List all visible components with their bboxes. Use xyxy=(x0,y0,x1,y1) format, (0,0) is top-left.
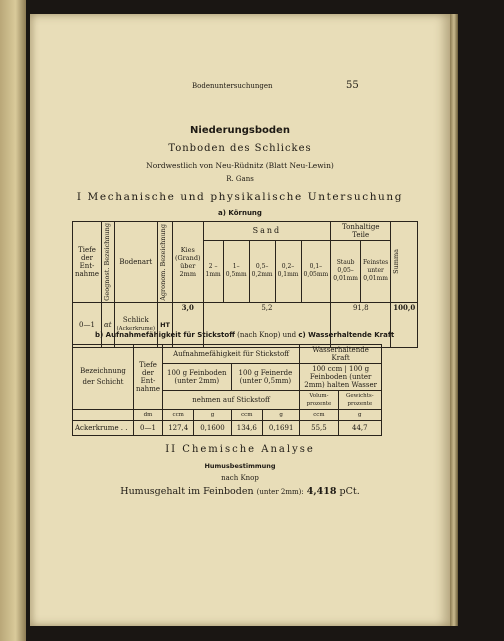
th2-g-3: g xyxy=(358,412,362,418)
td-kies: 3,0 xyxy=(181,302,194,312)
th2-w100: 100 ccm | 100 g xyxy=(312,365,370,373)
sub-b-line xyxy=(95,331,394,339)
th-agronom: Agronom. Bezeichnung xyxy=(159,223,168,301)
td2-v5: 55,5 xyxy=(311,424,327,432)
th2-gew: Gewichts-prozente xyxy=(345,393,374,407)
humus-label: Humusgehalt im Feinboden xyxy=(120,486,254,497)
th2-tiefe: Tiefe der Ent-nahme xyxy=(136,361,160,393)
page-edge-right xyxy=(450,14,458,626)
humus-value: 4,418 xyxy=(306,486,337,497)
td2-v2: 0,1600 xyxy=(200,424,225,432)
author: R. Gans xyxy=(226,175,254,183)
td-geognost: αt xyxy=(103,320,112,329)
th-s1: 2 – 1mm xyxy=(205,263,221,279)
th-bodenart: Bodenart xyxy=(119,257,153,266)
subtitle: Tonboden des Schlickes xyxy=(168,143,312,154)
th2-fein: 100 g Feinboden (unter 2mm) xyxy=(167,369,227,385)
location: Nordwestlich von Neu-Rüdnitz (Blatt Neu-Lewin) xyxy=(146,161,334,170)
td-ton: 91,8 xyxy=(352,303,369,312)
humus-pct: pCt. xyxy=(339,486,360,497)
sub-b: b) Aufnahmefähigkeit für Stickstoff xyxy=(95,331,235,339)
part2-method: nach Knop xyxy=(221,474,259,482)
th-s4: 0,2– 0,1mm xyxy=(277,263,299,279)
page-number: 55 xyxy=(346,80,359,91)
humus-result xyxy=(30,486,450,497)
th-sand: Sand xyxy=(252,226,282,235)
td2-v6: 44,7 xyxy=(351,424,368,432)
td2-v3: 134,6 xyxy=(236,424,257,432)
sub-c: c) Wasserhaltende Kraft xyxy=(298,331,395,339)
th-ton: Tonhaltige Teile xyxy=(342,223,380,239)
section-title: Niederungsboden xyxy=(190,125,290,136)
th-staub: Staub 0,05– 0,01mm xyxy=(333,259,358,283)
th2-g-1: g xyxy=(210,412,215,418)
sub-und: und xyxy=(282,331,297,339)
table-stickstoff xyxy=(72,344,382,436)
td-agronom: HT xyxy=(160,320,170,329)
th2-w-fein: Feinboden (unter 2mm) halten Wasser xyxy=(304,373,377,389)
part2-title: II Chemische Analyse xyxy=(165,444,315,455)
book-page xyxy=(30,14,450,626)
th-tiefe: Tiefe der Ent-nahme xyxy=(75,245,99,278)
humus-unit: (unter 2mm): xyxy=(256,488,304,496)
th2-bez: Bezeichnung der Schicht xyxy=(80,367,126,386)
td2-v4: 0,1691 xyxy=(268,424,294,432)
td2-v1: 127,4 xyxy=(168,424,189,432)
sub-b-src: (nach Knop) xyxy=(237,331,281,339)
td-sand: 5,2 xyxy=(261,303,273,312)
td2-bez: Ackerkrume . . xyxy=(75,424,128,432)
td-tiefe: 0—1 xyxy=(79,320,95,329)
sub-a: a) Körnung xyxy=(218,209,262,217)
left-page-edge xyxy=(0,0,26,641)
th2-aufn: Aufnahmefähigkeit für Stickstoff xyxy=(173,350,290,358)
th-kies: Kies (Grand) über 2mm xyxy=(174,245,201,278)
th2-g-2: g xyxy=(279,412,283,418)
td2-tiefe: 0—1 xyxy=(140,424,156,432)
running-title: Bodenuntersuchungen xyxy=(192,82,273,90)
th2-nehmen: nehmen auf Stickstoff xyxy=(192,396,270,404)
th-geognost: Geognost. Bezeichnung xyxy=(102,223,111,301)
th-s3: 0,5– 0,2mm xyxy=(251,263,273,279)
td-bodenart: Schlick xyxy=(122,316,149,325)
th2-vol: Volum-prozente xyxy=(306,393,332,407)
th-s2: 1– 0,5mm xyxy=(225,263,247,279)
th2-wasser: Wasserhaltende Kraft xyxy=(312,346,369,362)
part2-sub: Humusbestimmung xyxy=(204,462,276,470)
th-summa: Summa xyxy=(392,249,401,275)
th2-feinerde: 100 g Feinerde (unter 0,5mm) xyxy=(238,369,293,385)
th2-dm: dm xyxy=(143,412,153,418)
part1-title: I Mechanische und physikalische Untersuchung xyxy=(76,191,404,203)
th2-ccm-1: ccm xyxy=(172,412,184,418)
th2-ccm-2: ccm xyxy=(241,412,253,418)
th-feinstes: Feinstes unter 0,01mm xyxy=(362,259,389,283)
th2-ccm-3: ccm xyxy=(313,412,325,418)
td-bodenart-sub: (Ackerkrume) xyxy=(116,326,156,333)
td-summa: 100,0 xyxy=(393,302,416,312)
th-s5: 0,1– 0,05mm xyxy=(303,263,329,279)
table-koernung xyxy=(72,221,418,348)
